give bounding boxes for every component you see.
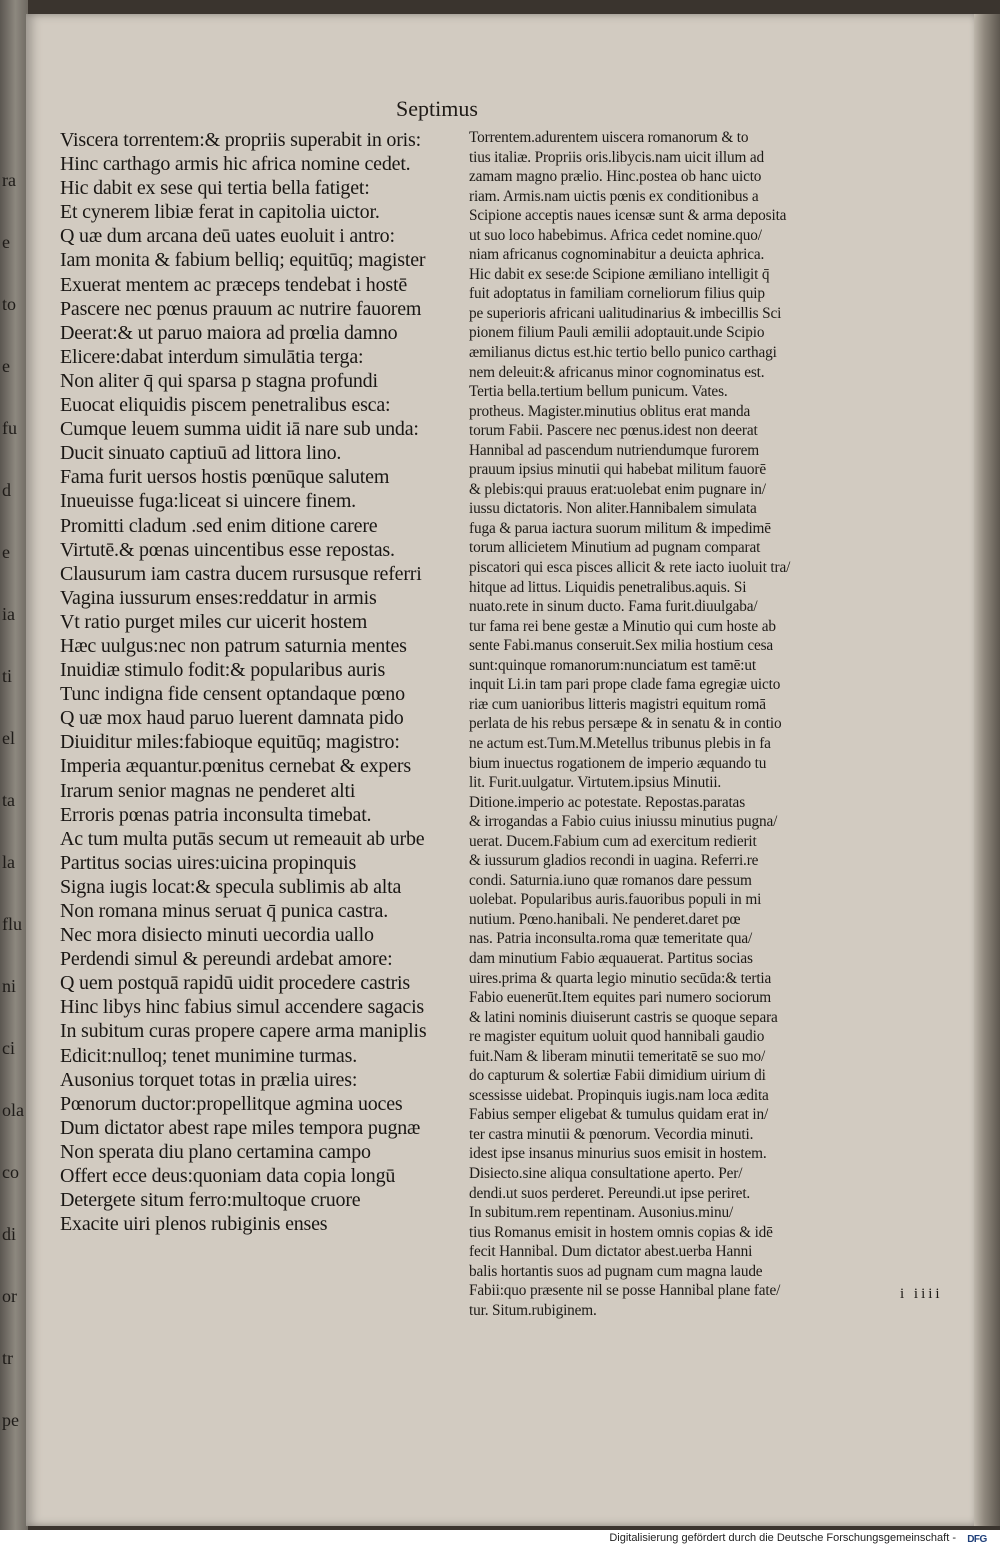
verse-line: Hæc uulgus:nec non patrum saturnia mentes xyxy=(60,634,407,657)
verse-line: Clausurum iam castra ducem rursusque referri xyxy=(60,562,422,585)
commentary-line: fecit Hannibal. Dum dictator abest.uerba Hanni xyxy=(469,1243,753,1261)
verse-line: Offert ecce deus:quoniam data copia longū xyxy=(60,1165,396,1188)
previous-page-fragment: el xyxy=(2,728,15,748)
verse-line: Hinc carthago armis hic africa nomine cedet. xyxy=(60,153,411,176)
commentary-line: dam minutium Fabio æquauerat. Partitus socias xyxy=(469,949,753,967)
commentary-line: fuit.Nam & liberam minutii temeritatē se suo mo/ xyxy=(469,1047,766,1065)
previous-page-fragment: ola xyxy=(2,1100,24,1120)
verse-line: Euocat eliquidis piscem penetralibus esca: xyxy=(60,394,391,417)
commentary-line: pionem filium Pauli æmilii adoptauit.unde Scipio xyxy=(469,324,765,342)
verse-line: Detergete situm ferro:multoque cruore xyxy=(60,1189,361,1212)
previous-page-fragment: or xyxy=(2,1286,17,1306)
commentary-line: re magister equitum uoluit quod hannibali gaudio xyxy=(469,1028,765,1046)
commentary-line: fuit adoptatus in familiam corneliorum filius quip xyxy=(469,285,765,303)
commentary-line: uolebat. Popularibus auris.fauoribus populi in mi xyxy=(469,891,762,909)
commentary-line: ter castra minutii & pœnorum. Vecordia minuti. xyxy=(469,1125,754,1143)
footer-bar xyxy=(0,1530,1000,1549)
previous-page-fragment: e xyxy=(2,356,10,376)
verse-line: Q uæ dum arcana deū uates euoluit i antro: xyxy=(60,225,395,248)
verse-line: Vt ratio purget miles cur uicerit hostem xyxy=(60,610,368,633)
commentary-line: nas. Patria inconsulta.roma quæ temeritate qua/ xyxy=(469,930,753,948)
commentary-line: balis hortantis suos ad pugnam cum magna laude xyxy=(469,1262,763,1280)
previous-page-fragment: co xyxy=(2,1162,19,1182)
commentary-line: Scipione acceptis naues icensæ sunt & arma deposita xyxy=(469,207,787,225)
previous-page-fragment: d xyxy=(2,480,11,500)
previous-page-fragment: ta xyxy=(2,790,15,810)
verse-line: Elicere:dabat interdum simulātia terga: xyxy=(60,345,364,368)
verse-line: Diuiditur miles:fabioque equitūq; magistro: xyxy=(60,731,400,754)
commentary-line: Tertia bella.tertium bellum punicum. Vates. xyxy=(469,383,728,401)
previous-page-fragment: e xyxy=(2,542,10,562)
verse-line: Exuerat mentem ac præceps tendebat i hostē xyxy=(60,273,408,296)
commentary-line: scessisse uidebat. Propinquis iugis.nam loca ædita xyxy=(469,1086,769,1104)
commentary-line: riæ cum uanioribus litteris magistri equitum romā xyxy=(469,695,766,713)
verse-line: Q uem postquā rapidū uidit procedere castris xyxy=(60,972,410,995)
verse-line: Ac tum multa putās secum ut remeauit ab urbe xyxy=(60,827,425,850)
verse-line: Irarum senior magnas ne penderet alti xyxy=(60,779,356,802)
commentary-line: bium inuectus rogationem de imperio æquando tu xyxy=(469,754,767,772)
verse-line: Inuidiæ stimulo fodit:& popularibus auris xyxy=(60,659,386,682)
commentary-line: Fabii:quo præsente nil se posse Hannibal plane fate/ xyxy=(469,1282,781,1300)
commentary-line: prauum ipsius minutii qui habebat militum fauorē xyxy=(469,461,766,479)
commentary-line: tur. Situm.rubiginem. xyxy=(469,1301,597,1319)
verse-line: Viscera torrentem:& propriis superabit in oris: xyxy=(60,129,421,151)
commentary-line: fuga & parua iactura suorum militum & impedimē xyxy=(469,519,771,537)
commentary-line: ne actum est.Tum.M.Metellus tribunus plebis in fa xyxy=(469,734,771,752)
commentary-line: piscatori qui esca pisces allicit & rete iacto iuoluit tra/ xyxy=(469,559,791,577)
previous-page-fragment: e xyxy=(2,232,10,252)
footer-credit: Digitalisierung gefördert durch die Deutsche Forschungsgemeinschaft - xyxy=(609,1532,956,1544)
previous-page-fragment: tr xyxy=(2,1348,13,1368)
verse-line: Virtutē.& pœnas uincentibus esse repostas. xyxy=(60,538,395,561)
commentary-line: tius italiæ. Propriis oris.libycis.nam uicit illum ad xyxy=(469,148,765,166)
verse-line: Erroris pœnas patria inconsulta timebat. xyxy=(60,803,372,826)
commentary-line: iussu dictatoris. Non aliter.Hannibalem simulata xyxy=(469,500,757,518)
verse-line: Ducit sinuato captiuū ad littora lino. xyxy=(60,442,342,465)
commentary-line: lit. Furit.uulgatur. Virtutem.ipsius Minutii. xyxy=(469,774,722,792)
commentary-column xyxy=(469,128,939,1320)
verse-line: Edicit:nulloq; tenet munimine turmas. xyxy=(60,1044,357,1067)
commentary-line: idest ipse insanus minurius suos emisit in hostem. xyxy=(469,1145,767,1163)
previous-page-fragment: flu xyxy=(2,914,22,934)
dfg-logo: DFG xyxy=(967,1534,987,1545)
verse-line: Pœnorum ductor:propellitque agmina uoces xyxy=(60,1092,403,1115)
commentary-line: & irrogandas a Fabio cuius iniussu minutius pugna/ xyxy=(469,813,778,831)
commentary-line: uires.prima & quarta legio minutio secūda:& tertia xyxy=(469,969,772,987)
commentary-line: sente Fabi.manus conseruit.Sex milia hostium cesa xyxy=(469,637,774,655)
commentary-line: hitque ad littus. Liquidis penetralibus.aquis. Si xyxy=(469,578,747,596)
verse-line: Exacite uiri plenos rubiginis enses xyxy=(60,1213,328,1236)
commentary-line: Fabius semper eligebat & tumulus quidam erat in/ xyxy=(469,1106,769,1124)
verse-line: Et cynerem libiæ ferat in capitolia uictor. xyxy=(60,201,380,224)
verse-line: Promitti cladum .sed enim ditione carere xyxy=(60,514,378,537)
commentary-line: niam africanus cognominabitur a deuicta aphrica. xyxy=(469,246,765,264)
commentary-line: Fabio euenerūt.Item equites pari numero sociorum xyxy=(469,989,772,1007)
verse-line: In subitum curas propere capere arma maniplis xyxy=(60,1020,427,1043)
verse-line: Ausonius torquet totas in prælia uires: xyxy=(60,1068,358,1091)
commentary-line: do capturum & solertiæ Fabii dimidium uirium di xyxy=(469,1067,766,1085)
commentary-line: torum allicietem Minutium ad pugnam comparat xyxy=(469,539,761,557)
signature-mark: i iiii xyxy=(900,1286,943,1302)
previous-page-fragment: ra xyxy=(2,170,16,190)
commentary-line: & plebis:qui prauus erat:uolebat enim pugnare in/ xyxy=(469,480,766,498)
verse-line: Signa iugis locat:& specula sublimis ab alta xyxy=(60,875,402,898)
previous-page-fragment: ni xyxy=(2,976,17,996)
verse-line: Iam monita & fabium belliq; equitūq; magister xyxy=(60,249,426,272)
commentary-line: Torrentem.adurentem uiscera romanorum & to xyxy=(469,129,749,146)
previous-page-fragment: fu xyxy=(2,418,17,438)
commentary-line: Disiecto.sine aliqua consultatione aperto. Per/ xyxy=(469,1164,743,1182)
commentary-line: nutium. Pœno.hanibali. Ne penderet.daret pœ xyxy=(469,910,741,928)
commentary-line: condi. Saturnia.iuno quæ romanos dare pessum xyxy=(469,871,752,889)
commentary-line: pe superioris africani ualitudinarius & imbecillis Sci xyxy=(469,304,782,322)
previous-page-fragment: ci xyxy=(2,1038,15,1058)
verse-line: Tunc indigna fide censent optandaque pœno xyxy=(60,683,405,706)
commentary-line: dendi.ut suos perderet. Pereundi.ut ipse periret. xyxy=(469,1184,751,1202)
running-head: Septimus xyxy=(396,96,478,121)
verse-line: Imperia æquantur.pœnitus cernebat & expers xyxy=(60,755,411,778)
commentary-line: In subitum.rem repentinam. Ausonius.minu/ xyxy=(469,1204,734,1222)
commentary-line: Hannibal ad pascendum nutriendumque furorem xyxy=(469,441,760,459)
verse-line: Deerat:& ut paruo maiora ad prœlia damno xyxy=(60,321,398,344)
page-edge-right xyxy=(974,14,1000,1526)
verse-line: Cumque leuem summa uidit iā nare sub unda: xyxy=(60,418,419,441)
verse-line: Inueuisse fuga:liceat si uincere finem. xyxy=(60,490,356,513)
verse-line: Non sperata diu plano certamina campo xyxy=(60,1140,371,1163)
commentary-line: inquit Li.in tam pari prope clade fama egregiæ uicto xyxy=(469,676,781,694)
commentary-line: torum Fabii. Pascere nec pœnus.idest non deerat xyxy=(469,422,758,440)
commentary-line: perlata de his rebus persæpe & in senatu & in contio xyxy=(469,715,782,733)
verse-line: Fama furit uersos hostis pœnūque salutem xyxy=(60,466,390,489)
verse-line: Nec mora disiecto minuti uecordia uallo xyxy=(60,924,374,947)
verse-column xyxy=(60,128,470,1236)
commentary-line: & latini nominis diuiserunt castris se quoque separa xyxy=(469,1008,778,1026)
commentary-line: & iussurum gladios recondi in uagina. Referri.re xyxy=(469,852,759,870)
commentary-line: uerat. Ducem.Fabium cum ad exercitum redierit xyxy=(469,832,757,850)
verse-line: Pascere nec pœnus prauum ac nutrire fauorem xyxy=(60,297,422,320)
commentary-line: sunt:quinque romanorum:nunciatum est tamē:ut xyxy=(469,656,756,674)
previous-page-fragment: ia xyxy=(2,604,15,624)
verse-line: Perdendi simul & pereundi ardebat amore: xyxy=(60,948,393,971)
commentary-line: tur fama rei bene gestæ a Minutio qui cum hoste ab xyxy=(469,617,776,635)
verse-line: Vagina iussurum enses:reddatur in armis xyxy=(60,586,377,609)
previous-page-fragment: la xyxy=(2,852,15,872)
commentary-line: protheus. Magister.minutius oblitus erat manda xyxy=(469,402,751,420)
commentary-line: riam. Armis.nam uictis pœnis ex conditionibus a xyxy=(469,187,759,205)
previous-page-fragment: pe xyxy=(2,1410,19,1430)
verse-line: Dum dictator abest rape miles tempora pugnæ xyxy=(60,1116,421,1139)
commentary-line: tius Romanus emisit in hostem omnis copias & idē xyxy=(469,1223,773,1241)
commentary-line: ut suo loco habebimus. Africa cedet nomine.quo/ xyxy=(469,226,762,244)
verse-line: Partitus socias uires:uicina propinquis xyxy=(60,851,357,874)
verse-line: Q uæ mox haud paruo luerent damnata pido xyxy=(60,707,404,730)
previous-page-fragment: to xyxy=(2,294,17,314)
previous-page-fragment: di xyxy=(2,1224,17,1244)
verse-line: Non aliter q̄ qui sparsa p stagna profundi xyxy=(60,369,378,392)
verse-line: Non romana minus seruat q̄ punica castra. xyxy=(60,900,389,922)
commentary-line: nem deleuit:& africanus minor cognominatus est. xyxy=(469,363,765,381)
commentary-line: zamam magno prælio. Hinc.postea ob hanc uicto xyxy=(469,168,762,186)
verse-line: Hinc libys hinc fabius simul accendere sagacis xyxy=(60,996,425,1019)
commentary-line: Ditione.imperio ac potestate. Repostas.paratas xyxy=(469,793,746,811)
verse-line: Hic dabit ex sese qui tertia bella fatiget: xyxy=(60,177,370,200)
previous-page-edge xyxy=(0,0,28,1530)
commentary-line: æmilianus dictus est.hic tertio bello punico carthagi xyxy=(469,344,777,362)
commentary-line: nuato.rete in sinum ducto. Fama furit.diuulgaba/ xyxy=(469,598,758,616)
commentary-line: Hic dabit ex sese:de Scipione æmiliano intelligit q̄ xyxy=(469,265,770,283)
previous-page-fragment: ti xyxy=(2,666,13,686)
